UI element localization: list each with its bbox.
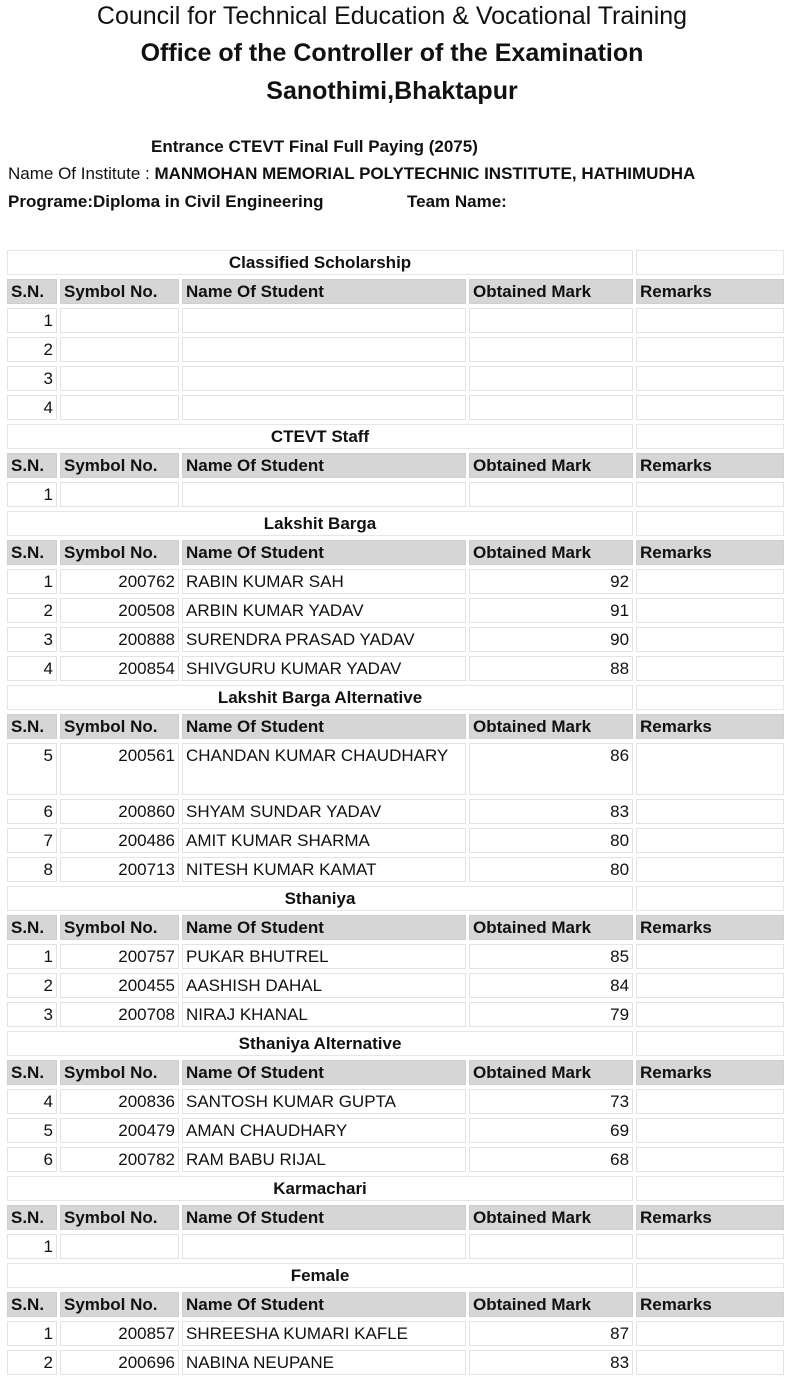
symbol-cell: [60, 337, 179, 362]
name-cell: NIRAJ KHANAL: [182, 1002, 466, 1027]
column-header-remarks: Remarks: [636, 714, 784, 739]
column-header-mark: Obtained Mark: [469, 540, 633, 565]
sn-cell: 1: [7, 482, 57, 507]
name-cell: AMIT KUMAR SHARMA: [182, 828, 466, 853]
name-cell: SHYAM SUNDAR YADAV: [182, 799, 466, 824]
section-title-row: [7, 685, 784, 710]
name-cell: PUKAR BHUTREL: [182, 944, 466, 969]
column-header-sn: S.N.: [7, 279, 57, 304]
column-header-mark: Obtained Mark: [469, 714, 633, 739]
institute-label: Name Of Institute :: [8, 164, 155, 183]
mark-cell: 68: [469, 1147, 633, 1172]
remarks-cell: [636, 337, 784, 362]
table-row: [7, 395, 784, 420]
mark-cell: 80: [469, 857, 633, 882]
mark-cell: 88: [469, 656, 633, 681]
sn-cell: 4: [7, 395, 57, 420]
name-cell: AASHISH DAHAL: [182, 973, 466, 998]
symbol-cell: 200561: [60, 743, 179, 795]
name-cell: [182, 482, 466, 507]
remarks-cell: [636, 857, 784, 882]
symbol-cell: [60, 308, 179, 333]
remarks-cell: [636, 828, 784, 853]
symbol-cell: [60, 482, 179, 507]
office-title: Office of the Controller of the Examination: [140, 39, 644, 67]
team-name-label: Team Name:: [407, 192, 507, 211]
column-header-mark: Obtained Mark: [469, 279, 633, 304]
symbol-cell: 200757: [60, 944, 179, 969]
section-title-row: [7, 886, 784, 911]
section-title-blank-cell: [636, 1263, 784, 1288]
symbol-cell: 200696: [60, 1350, 179, 1375]
remarks-cell: [636, 1002, 784, 1027]
table-row: [7, 482, 784, 507]
mark-cell: [469, 1234, 633, 1259]
table-row: [7, 1321, 784, 1346]
mark-cell: 84: [469, 973, 633, 998]
mark-cell: 83: [469, 1350, 633, 1375]
column-header-name: Name Of Student: [182, 453, 466, 478]
column-header-remarks: Remarks: [636, 453, 784, 478]
column-header-name: Name Of Student: [182, 915, 466, 940]
name-cell: NABINA NEUPANE: [182, 1350, 466, 1375]
mark-cell: 69: [469, 1118, 633, 1143]
mark-cell: [469, 395, 633, 420]
mark-cell: 87: [469, 1321, 633, 1346]
column-header-mark: Obtained Mark: [469, 1060, 633, 1085]
section-title: Lakshit Barga: [7, 511, 633, 536]
table-row: [7, 828, 784, 853]
sn-cell: 3: [7, 627, 57, 652]
column-header-sn: S.N.: [7, 714, 57, 739]
section-title-blank-cell: [636, 424, 784, 449]
section-title-row: [7, 1031, 784, 1056]
column-header-name: Name Of Student: [182, 1205, 466, 1230]
column-header-name: Name Of Student: [182, 279, 466, 304]
remarks-cell: [636, 944, 784, 969]
location-title: Sanothimi,Bhaktapur: [266, 77, 518, 105]
column-header-symbol: Symbol No.: [60, 1060, 179, 1085]
name-cell: RAM BABU RIJAL: [182, 1147, 466, 1172]
section-title-blank-cell: [636, 250, 784, 275]
institute-line: [8, 164, 695, 184]
program-line: Programe:Diploma in Civil Engineering: [8, 192, 324, 211]
symbol-cell: [60, 366, 179, 391]
remarks-cell: [636, 627, 784, 652]
name-cell: AMAN CHAUDHARY: [182, 1118, 466, 1143]
sn-cell: 1: [7, 569, 57, 594]
column-header-symbol: Symbol No.: [60, 714, 179, 739]
exam-title: Entrance CTEVT Final Full Paying (2075): [151, 137, 478, 156]
section-title: Lakshit Barga Alternative: [7, 685, 633, 710]
column-header-remarks: Remarks: [636, 279, 784, 304]
column-header-row: [7, 279, 784, 304]
remarks-cell: [636, 1118, 784, 1143]
column-header-remarks: Remarks: [636, 1292, 784, 1317]
table-row: [7, 1234, 784, 1259]
column-header-row: [7, 1060, 784, 1085]
symbol-cell: 200854: [60, 656, 179, 681]
remarks-cell: [636, 1350, 784, 1375]
table-row: [7, 1089, 784, 1114]
symbol-cell: [60, 395, 179, 420]
symbol-cell: 200713: [60, 857, 179, 882]
remarks-cell: [636, 1147, 784, 1172]
table-row: [7, 1350, 784, 1375]
symbol-cell: 200782: [60, 1147, 179, 1172]
column-header-mark: Obtained Mark: [469, 453, 633, 478]
name-cell: [182, 308, 466, 333]
column-header-row: [7, 714, 784, 739]
name-cell: SANTOSH KUMAR GUPTA: [182, 1089, 466, 1114]
remarks-cell: [636, 1321, 784, 1346]
section-title: Classified Scholarship: [7, 250, 633, 275]
table-row: [7, 973, 784, 998]
sn-cell: 5: [7, 1118, 57, 1143]
sn-cell: 4: [7, 656, 57, 681]
mark-cell: 79: [469, 1002, 633, 1027]
section-title-row: [7, 1176, 784, 1201]
sn-cell: 6: [7, 1147, 57, 1172]
sn-cell: 2: [7, 598, 57, 623]
section-title-blank-cell: [636, 1031, 784, 1056]
section-title-row: [7, 1263, 784, 1288]
symbol-cell: 200708: [60, 1002, 179, 1027]
section-title-row: [7, 250, 784, 275]
sn-cell: 3: [7, 366, 57, 391]
column-header-mark: Obtained Mark: [469, 1292, 633, 1317]
column-header-row: [7, 453, 784, 478]
results-table: [4, 246, 787, 1379]
name-cell: SHIVGURU KUMAR YADAV: [182, 656, 466, 681]
sn-cell: 1: [7, 308, 57, 333]
mark-cell: [469, 337, 633, 362]
sn-cell: 6: [7, 799, 57, 824]
section-title: Karmachari: [7, 1176, 633, 1201]
column-header-row: [7, 1292, 784, 1317]
column-header-symbol: Symbol No.: [60, 915, 179, 940]
section-title-row: [7, 424, 784, 449]
column-header-symbol: Symbol No.: [60, 1205, 179, 1230]
section-title-blank-cell: [636, 511, 784, 536]
section-title: CTEVT Staff: [7, 424, 633, 449]
name-cell: [182, 366, 466, 391]
remarks-cell: [636, 743, 784, 795]
remarks-cell: [636, 308, 784, 333]
table-row: [7, 598, 784, 623]
column-header-sn: S.N.: [7, 1060, 57, 1085]
mark-cell: 83: [469, 799, 633, 824]
symbol-cell: 200508: [60, 598, 179, 623]
remarks-cell: [636, 598, 784, 623]
name-cell: [182, 1234, 466, 1259]
symbol-cell: 200888: [60, 627, 179, 652]
column-header-row: [7, 915, 784, 940]
remarks-cell: [636, 569, 784, 594]
remarks-cell: [636, 656, 784, 681]
column-header-remarks: Remarks: [636, 1205, 784, 1230]
name-cell: ARBIN KUMAR YADAV: [182, 598, 466, 623]
section-title-blank-cell: [636, 886, 784, 911]
column-header-remarks: Remarks: [636, 1060, 784, 1085]
mark-cell: [469, 366, 633, 391]
section-title-blank-cell: [636, 685, 784, 710]
sn-cell: 2: [7, 337, 57, 362]
table-row: [7, 627, 784, 652]
sn-cell: 1: [7, 944, 57, 969]
column-header-row: [7, 540, 784, 565]
symbol-cell: 200455: [60, 973, 179, 998]
mark-cell: 85: [469, 944, 633, 969]
column-header-remarks: Remarks: [636, 915, 784, 940]
table-row: [7, 799, 784, 824]
column-header-sn: S.N.: [7, 915, 57, 940]
column-header-sn: S.N.: [7, 1205, 57, 1230]
column-header-remarks: Remarks: [636, 540, 784, 565]
column-header-symbol: Symbol No.: [60, 540, 179, 565]
sn-cell: 2: [7, 1350, 57, 1375]
name-cell: RABIN KUMAR SAH: [182, 569, 466, 594]
name-cell: CHANDAN KUMAR CHAUDHARY: [182, 743, 466, 795]
column-header-sn: S.N.: [7, 1292, 57, 1317]
name-cell: NITESH KUMAR KAMAT: [182, 857, 466, 882]
column-header-row: [7, 1205, 784, 1230]
column-header-symbol: Symbol No.: [60, 453, 179, 478]
section-title-row: [7, 511, 784, 536]
column-header-symbol: Symbol No.: [60, 1292, 179, 1317]
name-cell: [182, 395, 466, 420]
sn-cell: 7: [7, 828, 57, 853]
column-header-name: Name Of Student: [182, 714, 466, 739]
column-header-name: Name Of Student: [182, 1292, 466, 1317]
column-header-sn: S.N.: [7, 453, 57, 478]
symbol-cell: 200836: [60, 1089, 179, 1114]
sn-cell: 3: [7, 1002, 57, 1027]
table-row: [7, 569, 784, 594]
table-row: [7, 656, 784, 681]
table-row: [7, 944, 784, 969]
remarks-cell: [636, 395, 784, 420]
symbol-cell: [60, 1234, 179, 1259]
mark-cell: 86: [469, 743, 633, 795]
sn-cell: 2: [7, 973, 57, 998]
council-title: Council for Technical Education & Vocational Training: [96, 2, 688, 30]
mark-cell: 73: [469, 1089, 633, 1114]
section-title: Sthaniya: [7, 886, 633, 911]
mark-cell: 91: [469, 598, 633, 623]
sn-cell: 8: [7, 857, 57, 882]
table-row: [7, 857, 784, 882]
mark-cell: [469, 482, 633, 507]
table-row: [7, 1118, 784, 1143]
table-row: [7, 1147, 784, 1172]
remarks-cell: [636, 799, 784, 824]
column-header-sn: S.N.: [7, 540, 57, 565]
institute-name: MANMOHAN MEMORIAL POLYTECHNIC INSTITUTE, HATHIMUDHA: [154, 164, 696, 183]
remarks-cell: [636, 973, 784, 998]
symbol-cell: 200479: [60, 1118, 179, 1143]
remarks-cell: [636, 482, 784, 507]
table-row: [7, 308, 784, 333]
table-row: [7, 337, 784, 362]
mark-cell: 92: [469, 569, 633, 594]
column-header-name: Name Of Student: [182, 1060, 466, 1085]
table-row: [7, 1002, 784, 1027]
section-title-blank-cell: [636, 1176, 784, 1201]
table-row: [7, 366, 784, 391]
mark-cell: 80: [469, 828, 633, 853]
column-header-name: Name Of Student: [182, 540, 466, 565]
symbol-cell: 200762: [60, 569, 179, 594]
sn-cell: 5: [7, 743, 57, 795]
mark-cell: 90: [469, 627, 633, 652]
symbol-cell: 200860: [60, 799, 179, 824]
section-title: Female: [7, 1263, 633, 1288]
column-header-mark: Obtained Mark: [469, 1205, 633, 1230]
column-header-symbol: Symbol No.: [60, 279, 179, 304]
remarks-cell: [636, 1089, 784, 1114]
sn-cell: 1: [7, 1234, 57, 1259]
name-cell: SURENDRA PRASAD YADAV: [182, 627, 466, 652]
symbol-cell: 200857: [60, 1321, 179, 1346]
column-header-mark: Obtained Mark: [469, 915, 633, 940]
symbol-cell: 200486: [60, 828, 179, 853]
name-cell: [182, 337, 466, 362]
sn-cell: 4: [7, 1089, 57, 1114]
sn-cell: 1: [7, 1321, 57, 1346]
section-title: Sthaniya Alternative: [7, 1031, 633, 1056]
mark-cell: [469, 308, 633, 333]
name-cell: SHREESHA KUMARI KAFLE: [182, 1321, 466, 1346]
remarks-cell: [636, 1234, 784, 1259]
table-row: [7, 743, 784, 795]
remarks-cell: [636, 366, 784, 391]
